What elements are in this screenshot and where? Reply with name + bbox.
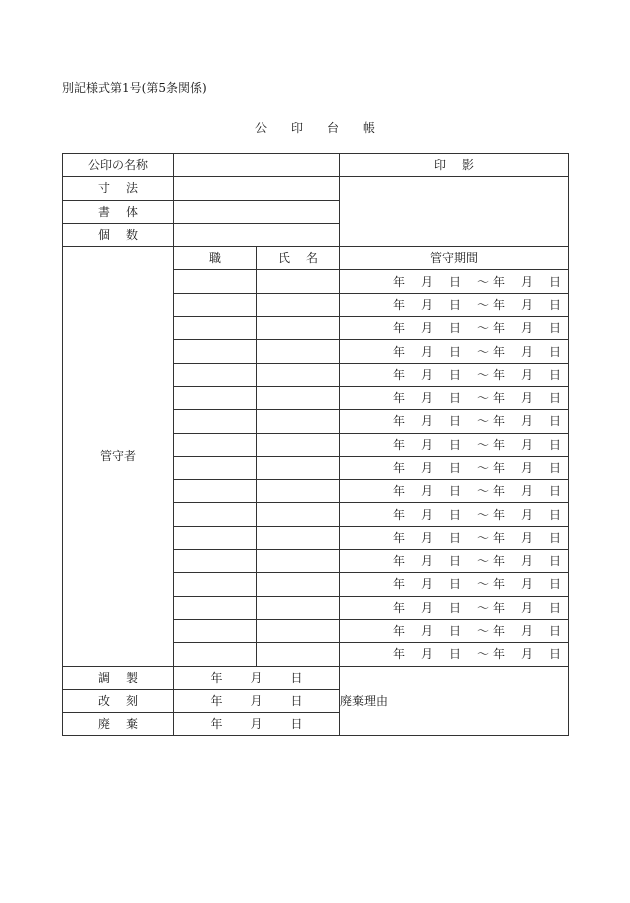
seal-name-cell[interactable] xyxy=(174,154,340,177)
keeper-period-cell[interactable] xyxy=(340,596,569,619)
keeper-name-cell[interactable] xyxy=(257,456,340,479)
period-year: 年 xyxy=(393,367,406,382)
period-tilde: 〜 xyxy=(477,600,490,615)
period-year: 年 xyxy=(492,554,505,569)
period-year: 年 xyxy=(393,344,406,359)
keeper-position-cell[interactable] xyxy=(174,317,257,340)
keeper-period-cell[interactable] xyxy=(340,293,569,316)
period-month: 月 xyxy=(421,321,434,336)
made-row xyxy=(63,666,569,689)
keeper-period-cell[interactable] xyxy=(340,619,569,642)
period-day: 日 xyxy=(548,321,561,336)
period-tilde: 〜 xyxy=(477,484,490,499)
period-month: 月 xyxy=(520,367,533,382)
keeper-position-cell[interactable] xyxy=(174,363,257,386)
period-day: 日 xyxy=(449,624,462,639)
keeper-period-cell[interactable] xyxy=(340,363,569,386)
period-tilde: 〜 xyxy=(477,437,490,452)
period-day: 日 xyxy=(449,507,462,522)
keeper-period-cell[interactable] xyxy=(340,503,569,526)
period-month: 月 xyxy=(421,577,434,592)
period-day: 日 xyxy=(548,437,561,452)
period-year: 年 xyxy=(492,297,505,312)
period-year: 年 xyxy=(393,577,406,592)
period-day: 日 xyxy=(449,437,462,452)
keeper-name-cell[interactable] xyxy=(257,363,340,386)
period-day: 日 xyxy=(548,484,561,499)
typeface-label: 書 体 xyxy=(63,200,174,223)
keeper-header-row xyxy=(63,247,569,270)
period-month: 月 xyxy=(520,344,533,359)
keeper-name-cell[interactable] xyxy=(257,410,340,433)
period-month: 月 xyxy=(520,461,533,475)
period-year: 年 xyxy=(393,414,406,429)
period-year: 年 xyxy=(492,437,505,452)
keeper-period-cell[interactable] xyxy=(340,317,569,340)
period-month: 月 xyxy=(421,274,434,289)
keeper-period-cell[interactable] xyxy=(340,456,569,479)
period-month: 月 xyxy=(421,554,434,569)
typeface-cell[interactable] xyxy=(174,200,340,223)
period-month: 月 xyxy=(520,297,533,312)
period-month: 月 xyxy=(520,484,533,499)
period-day: 日 xyxy=(548,647,561,662)
period-day: 日 xyxy=(548,530,561,545)
period-month: 月 xyxy=(421,437,434,452)
period-day: 日 xyxy=(548,414,561,429)
period-year: 年 xyxy=(393,484,406,499)
keeper-period-cell[interactable] xyxy=(340,550,569,573)
period-day: 日 xyxy=(548,344,561,359)
period-day: 日 xyxy=(449,484,462,499)
period-day: 日 xyxy=(449,391,462,406)
keeper-name-cell[interactable] xyxy=(257,293,340,316)
keeper-period-cell[interactable] xyxy=(340,526,569,549)
period-tilde: 〜 xyxy=(477,367,490,382)
keeper-position-cell[interactable] xyxy=(174,573,257,596)
keeper-position-cell[interactable] xyxy=(174,550,257,573)
keeper-name-cell[interactable] xyxy=(257,317,340,340)
keeper-name-cell[interactable] xyxy=(257,596,340,619)
period-day: 日 xyxy=(449,461,462,475)
period-tilde: 〜 xyxy=(477,530,490,545)
period-month: 月 xyxy=(421,624,434,639)
period-tilde: 〜 xyxy=(477,297,490,312)
period-year: 年 xyxy=(492,461,505,475)
keeper-name-cell[interactable] xyxy=(257,340,340,363)
period-month: 月 xyxy=(520,600,533,615)
keeper-label: 管守者 xyxy=(63,247,174,666)
period-day: 日 xyxy=(449,297,462,312)
period-day: 日 xyxy=(548,600,561,615)
period-year: 年 xyxy=(492,484,505,499)
keeper-period-cell[interactable] xyxy=(340,386,569,409)
size-row xyxy=(63,177,569,200)
disposed-date-cell[interactable]: 年 月 日 xyxy=(174,713,340,736)
keeper-name-cell[interactable] xyxy=(257,526,340,549)
period-day: 日 xyxy=(548,297,561,312)
period-month: 月 xyxy=(520,274,533,289)
keeper-position-cell[interactable] xyxy=(174,293,257,316)
keeper-name-cell[interactable] xyxy=(257,480,340,503)
made-label: 調 製 xyxy=(63,666,174,689)
keeper-position-cell[interactable] xyxy=(174,526,257,549)
keeper-name-cell[interactable] xyxy=(257,386,340,409)
period-day: 日 xyxy=(449,530,462,545)
period-day: 日 xyxy=(548,624,561,639)
period-month: 月 xyxy=(520,321,533,336)
period-day: 日 xyxy=(548,391,561,406)
period-month: 月 xyxy=(520,530,533,545)
period-year: 年 xyxy=(492,530,505,545)
keeper-name-cell[interactable] xyxy=(257,270,340,293)
count-label: 個 数 xyxy=(63,223,174,246)
period-year: 年 xyxy=(492,647,505,662)
keeper-position-cell[interactable] xyxy=(174,480,257,503)
title-char: 印 xyxy=(290,121,303,135)
period-year: 年 xyxy=(492,577,505,592)
page-title xyxy=(0,119,630,136)
period-tilde: 〜 xyxy=(477,624,490,639)
period-year: 年 xyxy=(492,624,505,639)
period-year: 年 xyxy=(393,297,406,312)
keeper-period-cell[interactable] xyxy=(340,270,569,293)
period-month: 月 xyxy=(421,414,434,429)
keeper-period-cell[interactable] xyxy=(340,340,569,363)
count-cell[interactable] xyxy=(174,223,340,246)
period-tilde: 〜 xyxy=(477,344,490,359)
period-day: 日 xyxy=(548,274,561,289)
recut-date-cell[interactable]: 年 月 日 xyxy=(174,689,340,712)
keeper-name-cell[interactable] xyxy=(257,619,340,642)
period-year: 年 xyxy=(492,414,505,429)
period-month: 月 xyxy=(421,484,434,499)
keeper-position-cell[interactable] xyxy=(174,596,257,619)
recut-label: 改 刻 xyxy=(63,689,174,712)
period-year: 年 xyxy=(492,321,505,336)
period-day: 日 xyxy=(449,321,462,336)
keeper-name-cell[interactable] xyxy=(257,433,340,456)
keeper-name-cell[interactable] xyxy=(257,573,340,596)
period-month: 月 xyxy=(520,577,533,592)
keeper-position-cell[interactable] xyxy=(174,456,257,479)
period-day: 日 xyxy=(449,647,462,662)
period-day: 日 xyxy=(449,600,462,615)
period-month: 月 xyxy=(421,507,434,522)
period-month: 月 xyxy=(421,647,434,662)
keeper-position-cell[interactable] xyxy=(174,433,257,456)
keeper-period-cell[interactable] xyxy=(340,573,569,596)
period-month: 月 xyxy=(520,414,533,429)
period-tilde: 〜 xyxy=(477,274,490,289)
impression-header: 印 影 xyxy=(340,154,569,177)
period-year: 年 xyxy=(492,344,505,359)
period-year: 年 xyxy=(393,507,406,522)
disposed-label: 廃 棄 xyxy=(63,713,174,736)
period-year: 年 xyxy=(393,391,406,406)
keeper-position-cell[interactable] xyxy=(174,619,257,642)
period-month: 月 xyxy=(520,437,533,452)
period-month: 月 xyxy=(421,367,434,382)
impression-area[interactable] xyxy=(340,177,569,247)
keeper-period-cell[interactable] xyxy=(340,643,569,666)
period-tilde: 〜 xyxy=(477,507,490,522)
period-tilde: 〜 xyxy=(477,554,490,569)
period-month: 月 xyxy=(421,530,434,545)
period-tilde: 〜 xyxy=(477,461,490,475)
period-day: 日 xyxy=(449,344,462,359)
period-day: 日 xyxy=(548,554,561,569)
period-day: 日 xyxy=(449,554,462,569)
keeper-period-cell[interactable] xyxy=(340,480,569,503)
period-tilde: 〜 xyxy=(477,391,490,406)
period-year: 年 xyxy=(393,437,406,452)
period-header: 管守期間 xyxy=(340,247,569,270)
period-month: 月 xyxy=(520,624,533,639)
keeper-name-cell[interactable] xyxy=(257,643,340,666)
period-year: 年 xyxy=(492,507,505,522)
period-day: 日 xyxy=(449,274,462,289)
disposal-reason-label: 廃棄理由 xyxy=(340,693,389,708)
keeper-period-cell[interactable] xyxy=(340,410,569,433)
period-day: 日 xyxy=(548,577,561,592)
period-year: 年 xyxy=(393,624,406,639)
period-year: 年 xyxy=(492,391,505,406)
seal-name-label: 公印の名称 xyxy=(63,154,174,177)
position-header: 職 xyxy=(174,247,257,270)
period-tilde: 〜 xyxy=(477,577,490,592)
made-date-cell[interactable]: 年 月 日 xyxy=(174,666,340,689)
period-year: 年 xyxy=(393,647,406,662)
period-year: 年 xyxy=(393,530,406,545)
period-year: 年 xyxy=(393,321,406,336)
title-char: 公 xyxy=(254,121,267,135)
period-year: 年 xyxy=(393,600,406,615)
size-cell[interactable] xyxy=(174,177,340,200)
period-day: 日 xyxy=(449,577,462,592)
period-day: 日 xyxy=(449,414,462,429)
period-month: 月 xyxy=(421,461,434,475)
period-month: 月 xyxy=(520,554,533,569)
period-month: 月 xyxy=(421,297,434,312)
period-day: 日 xyxy=(548,507,561,522)
period-year: 年 xyxy=(492,274,505,289)
keeper-position-cell[interactable] xyxy=(174,270,257,293)
period-day: 日 xyxy=(548,367,561,382)
name-header: 氏 名 xyxy=(257,247,340,270)
period-tilde: 〜 xyxy=(477,321,490,336)
title-char: 帳 xyxy=(363,121,376,135)
period-tilde: 〜 xyxy=(477,414,490,429)
keeper-position-cell[interactable] xyxy=(174,410,257,433)
keeper-position-cell[interactable] xyxy=(174,386,257,409)
size-label: 寸 法 xyxy=(63,177,174,200)
period-year: 年 xyxy=(492,600,505,615)
form-number-label: 別記様式第1号(第5条関係) xyxy=(62,81,207,95)
keeper-position-cell[interactable] xyxy=(174,503,257,526)
disposal-reason-cell[interactable] xyxy=(340,666,569,736)
keeper-period-cell[interactable] xyxy=(340,433,569,456)
period-day: 日 xyxy=(548,461,561,475)
keeper-position-cell[interactable] xyxy=(174,643,257,666)
period-month: 月 xyxy=(520,391,533,406)
period-year: 年 xyxy=(393,461,406,475)
period-month: 月 xyxy=(421,391,434,406)
keeper-name-cell[interactable] xyxy=(257,550,340,573)
period-month: 月 xyxy=(520,647,533,662)
period-year: 年 xyxy=(393,274,406,289)
keeper-position-cell[interactable] xyxy=(174,340,257,363)
title-char: 台 xyxy=(327,121,340,135)
period-month: 月 xyxy=(520,507,533,522)
period-tilde: 〜 xyxy=(477,647,490,662)
period-day: 日 xyxy=(449,367,462,382)
keeper-name-cell[interactable] xyxy=(257,503,340,526)
seal-name-row xyxy=(63,154,569,177)
period-month: 月 xyxy=(421,600,434,615)
seal-ledger-table xyxy=(62,153,569,736)
period-year: 年 xyxy=(393,554,406,569)
period-month: 月 xyxy=(421,344,434,359)
period-year: 年 xyxy=(492,367,505,382)
